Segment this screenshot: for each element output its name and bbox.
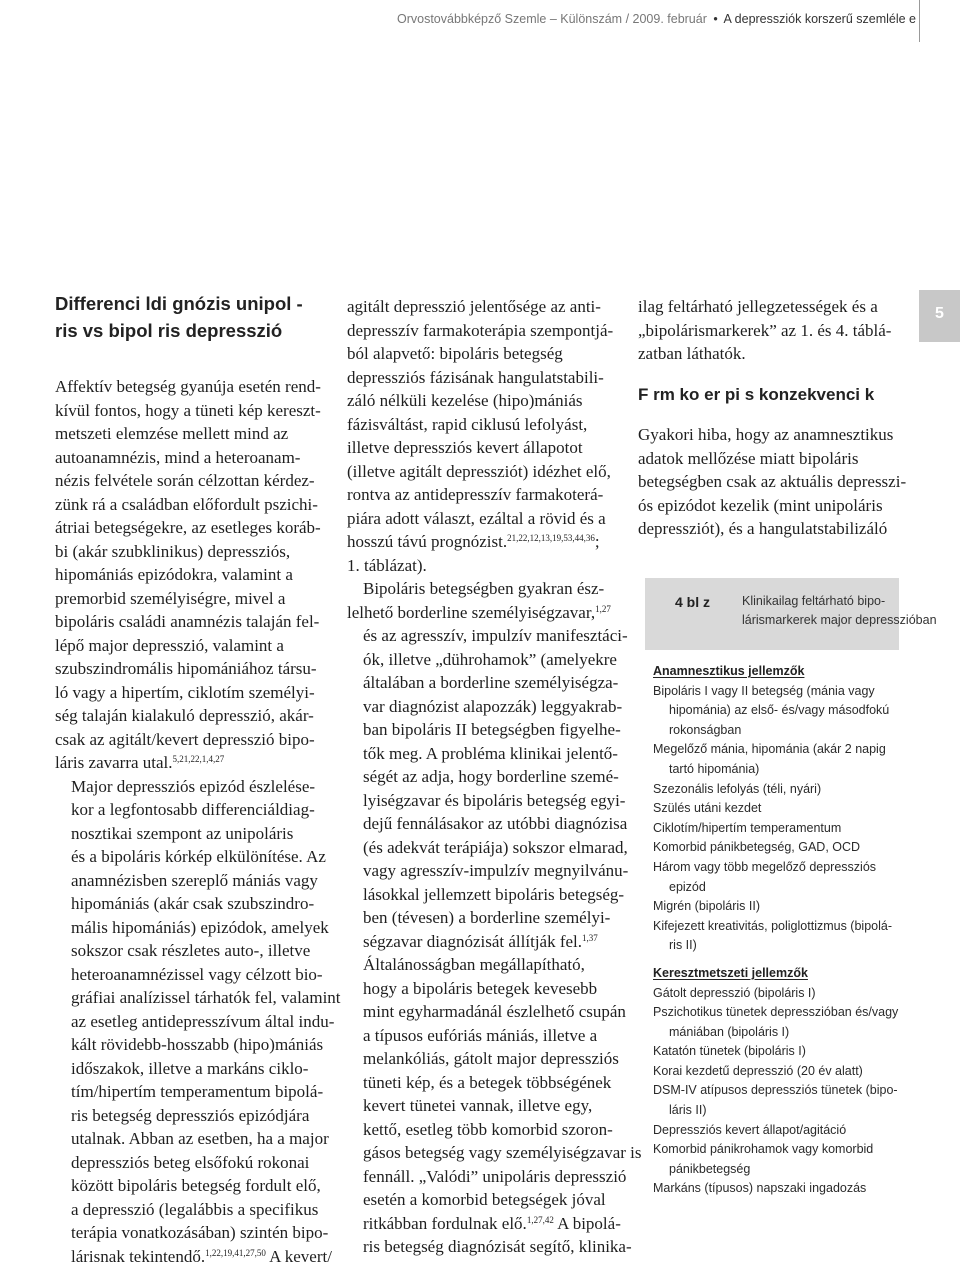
table-item-line: Katatón tünetek (bipoláris I) [653,1042,899,1062]
text-line: esetén a komorbid betegségek jóval [347,1188,617,1212]
paragraph [347,577,617,953]
text-line: záló nélküli kezelése (hipo)mániás [347,389,617,413]
table-item-line: pánikbetegség [653,1160,899,1180]
column-1 [55,290,335,1268]
text-run: láris zavarra utal. [55,753,173,772]
text-line: nézis felvétele során célzottan kérdez- [55,469,335,493]
table-item [645,1121,899,1141]
text-line: rontva az antidepresszív farmakoterá- [347,483,617,507]
table-item [645,819,899,839]
table-item-line: Depressziós kevert állapot/agitáció [653,1121,899,1141]
text-line: Gyakori hiba, hogy az anamnesztikus [638,423,908,447]
text-line: kevert tünetei vannak, illetve egy, [347,1094,617,1118]
paragraph [55,775,335,1268]
text-line: terápia vonatkozásában) szintén bipo- [55,1221,335,1245]
text-line: mint egyharmadánál észlelhető csupán [347,1000,617,1024]
text-line: a típusos eufóriás mániás, illetve a [347,1024,617,1048]
text-line: és a bipoláris kórkép elkülönítése. Az [55,845,335,869]
text-line: lyiségzavar és bipoláris betegség egyi- [347,789,617,813]
table-items-crosssectional [645,984,899,1200]
citation: 21,22,12,13,19,53,44,36 [507,533,595,543]
table-item-line: Komorbid pánikrohamok vagy komorbid [653,1140,899,1160]
text-line: nosztikai szempont az unipoláris [55,822,335,846]
text-line: depressziós beteg elsőfokú rokonai [55,1151,335,1175]
table-item-line: mániában (bipoláris I) [653,1023,899,1043]
text-run: A bipolá- [554,1214,621,1233]
citation: 1,27 [595,604,611,614]
table-item [645,780,899,800]
table-item [645,897,899,917]
text-line: 1. táblázat). [347,554,617,578]
text-line: depressziós fázisának hangulatstabili- [347,366,617,390]
text-line: az esetleg antidepresszívum által indu- [55,1010,335,1034]
table-item [645,1062,899,1082]
text-line: fázisváltást, rapid ciklusú lefolyást, [347,413,617,437]
text-line: kor a legfontosabb differenciáldiag- [55,798,335,822]
table-item-line: Szezonális lefolyás (téli, nyári) [653,780,899,800]
text-line: kettő, esetleg több komorbid szoron- [347,1118,617,1142]
citation: 5,21,22,1,4,27 [173,754,225,764]
citation: 1,27,42 [527,1215,554,1225]
text-line: ben (tévesen) a borderline személyi- [347,906,617,930]
text-line: tők meg. A probléma klinikai jelentő- [347,742,617,766]
table-item-line: ris II) [653,936,899,956]
heading-line: ris vs bipol ris depresszió [55,317,335,344]
text-line [347,930,617,954]
text-line: csak az agitált/kevert depresszió bipo- [55,728,335,752]
text-line: lásokkal jellemzett bipoláris betegség- [347,883,617,907]
text-line: átriai betegségekre, az esetleges koráb- [55,516,335,540]
text-line: kált rövidebb-hosszabb (hipo)mániás [55,1033,335,1057]
running-header [0,0,960,44]
text-line: melankóliás, gátolt major depressziós [347,1047,617,1071]
table-item [645,1042,899,1062]
text-line: a depresszió (legalábbis a specifikus [55,1198,335,1222]
text-line: zatban láthatók. [638,342,908,366]
text-line [347,530,617,554]
text-line: mális hipomániás) epizódok, amelyek [55,916,335,940]
text-line: ból alapvető: bipoláris betegség [347,342,617,366]
table-label: 4 bl z [675,594,710,610]
table-item-line: Komorbid pánikbetegség, GAD, OCD [653,838,899,858]
text-line: Bipoláris betegségben gyakran ész- [347,577,617,601]
text-line: hogy a bipoláris betegek kevesebb [347,977,617,1001]
text-line: vagy agresszív-impulzív megnyilvánu- [347,859,617,883]
text-run: hosszú távú prognózist. [347,532,507,551]
text-line: dejű fennálásakor az utóbbi diagnózisa [347,812,617,836]
table-item-line: Pszichotikus tünetek depresszióban és/vagy [653,1003,899,1023]
page-number-tab [919,290,960,342]
table-header [645,578,899,650]
text-line: depressziót), és a hangulatstabilizáló [638,517,908,541]
table-4 [645,578,899,1199]
page-number: 5 [919,305,960,323]
table-section-crosssectional: Keresztmetszeti jellemzők [645,964,899,984]
text-line: (illetve agitált depressziót) idézhet elő, [347,460,617,484]
table-item-line: láris II) [653,1101,899,1121]
table-item [645,1003,899,1042]
article-title: A depressziók korszerű szemléle e [724,12,916,26]
table-items-anamnestic [645,682,899,956]
text-line: depresszív farmakoterápia szempontjá- [347,319,617,343]
table-item [645,682,899,741]
table-section-anamnestic: Anamnesztikus jellemzők [645,662,899,682]
table-item [645,1179,899,1199]
text-line: és az agresszív, impulzív manifesztáci- [347,624,617,648]
table-item [645,740,899,779]
text-line: utalnak. Abban az esetben, ha a major [55,1127,335,1151]
table-item [645,838,899,858]
table-item-line: epizód [653,878,899,898]
text-line: autoanamnézis, mind a heteroanam- [55,446,335,470]
text-line: között bipoláris betegség fordult elő, [55,1174,335,1198]
caption-line: Klinikailag feltárható bipo- [742,592,892,611]
text-line: zünk rá a családban előfordult pszichi- [55,493,335,517]
paragraph [347,295,617,577]
text-line: ségét az adja, hogy borderline szemé- [347,765,617,789]
table-item-line: Ciklotím/hipertím temperamentum [653,819,899,839]
text-line: betegségben csak az aktuális depresszi- [638,470,908,494]
text-line: tím/hipertím temperamentum bipolá- [55,1080,335,1104]
citation: 1,37 [582,933,598,943]
text-line: hipomániás epizódokra, valamint a [55,563,335,587]
paragraph [55,375,335,775]
table-item-line: Migrén (bipoláris II) [653,897,899,917]
text-line: heteroanamnézissel vagy célzott bio- [55,963,335,987]
table-item-line: Megelőző mánia, hipománia (akár 2 napig [653,740,899,760]
text-line: Major depressziós epizód észlelése- [55,775,335,799]
text-run: A kevert/ [266,1247,332,1266]
text-line: metszeti elemzése mellett mind az [55,422,335,446]
table-item-line: hipománia) az első- és/vagy másodfokú [653,701,899,721]
table-item-line: Szülés utáni kezdet [653,799,899,819]
text-line: var diagnózist alapozzák) leggyakrab- [347,695,617,719]
text-line: premorbid személyiségre, mivel a [55,587,335,611]
table-item [645,1140,899,1179]
text-line: „bipolárismarkerek” az 1. és 4. táblá- [638,319,908,343]
heading-line: Differenci ldi gnózis unipol - [55,290,335,317]
text-run: lelhető borderline személyiségzavar, [347,603,595,622]
table-item [645,1081,899,1120]
table-item-line: tartó hipománia) [653,760,899,780]
text-line: ban bipoláris II betegségben figyelhe- [347,718,617,742]
text-line [347,1212,617,1236]
section-heading-pharmacotherapy: F rm ko er pi s konzekvenci k [638,383,908,407]
text-line: (és adekvát terápiája) sokszor elmarad, [347,836,617,860]
journal-name: Orvostovábbképző Szemle – Különszám / 2009. február [397,12,707,26]
table-item [645,799,899,819]
table-item-line: DSM-IV atípusos depressziós tünetek (bipo- [653,1081,899,1101]
table-item-line: Kifejezett kreativitás, poliglottizmus (bipolá- [653,917,899,937]
text-line: gásos betegség vagy személyiségzavar is [347,1141,617,1165]
text-line: általában a borderline személyiségza- [347,671,617,695]
text-run: ; [595,532,600,551]
header-bullet: • [713,12,717,26]
text-line: Általánosságban megállapítható, [347,953,617,977]
table-item-line: Korai kezdetű depresszió (20 év alatt) [653,1062,899,1082]
text-line: lépő major depresszió, valamint a [55,634,335,658]
text-line: ség talaján kialakuló depresszió, akár- [55,704,335,728]
text-run: ségzavar diagnózisát állítják fel. [363,932,582,951]
table-body [645,650,899,1199]
text-line: illetve depressziós kevert állapotot [347,436,617,460]
caption-line: lárismarkerek major depresszióban [742,611,892,630]
text-line [55,1245,335,1268]
text-line: bi (akár szubklinikus) depressziós, [55,540,335,564]
paragraph [638,423,908,541]
table-item [645,858,899,897]
table-item-line: Gátolt depresszió (bipoláris I) [653,984,899,1004]
text-line: kívül fontos, hogy a tüneti kép kereszt- [55,399,335,423]
text-line: ók, illetve „dührohamok” (amelyekre [347,648,617,672]
text-line: hipomániás (akár csak szubszindro- [55,892,335,916]
paragraph [347,953,617,1259]
text-line: szubszindromális hipomániához társu- [55,657,335,681]
text-line: agitált depresszió jelentősége az anti- [347,295,617,319]
text-run: ritkábban fordulnak elő. [363,1214,527,1233]
paragraph [638,295,908,366]
text-line: ris betegség depressziós epizódjára [55,1104,335,1128]
section-heading-differential [55,290,335,344]
text-line: gráfiai analízissel tárhatók fel, valamint [55,986,335,1010]
text-line [55,751,335,775]
text-line: anamnézisben szereplő mániás vagy [55,869,335,893]
table-caption [742,592,892,630]
table-item [645,984,899,1004]
text-line: ris betegség diagnózisát segítő, klinika- [347,1235,617,1259]
text-line: adatok mellőzése miatt bipoláris [638,447,908,471]
header-text [397,12,916,26]
text-line: ós epizódot kezelik (mint unipoláris [638,494,908,518]
table-item-line: Három vagy több megelőző depressziós [653,858,899,878]
text-line [347,601,617,625]
column-3 [638,295,908,541]
text-line: időszakok, illetve a markáns ciklo- [55,1057,335,1081]
table-item [645,917,899,956]
table-item-line: rokonságban [653,721,899,741]
text-line: piára adott választ, ezáltal a rövid és a [347,507,617,531]
text-line: fennáll. „Valódi” unipoláris depresszió [347,1165,617,1189]
text-line: ilag feltárható jellegzetességek és a [638,295,908,319]
citation: 1,22,19,41,27,50 [205,1248,266,1258]
text-run: lárisnak tekintendő. [71,1247,205,1266]
column-2 [347,295,617,1259]
table-item-line: Markáns (típusos) napszaki ingadozás [653,1179,899,1199]
text-line: tüneti kép, és a betegek többségének [347,1071,617,1095]
text-line: Affektív betegség gyanúja esetén rend- [55,375,335,399]
text-line: bipoláris családi anamnézis talaján fel- [55,610,335,634]
text-line: sokszor csak részletes auto-, illetve [55,939,335,963]
header-divider [919,0,920,42]
text-line: ló vagy a hipertím, ciklotím személyi- [55,681,335,705]
table-item-line: Bipoláris I vagy II betegség (mánia vagy [653,682,899,702]
